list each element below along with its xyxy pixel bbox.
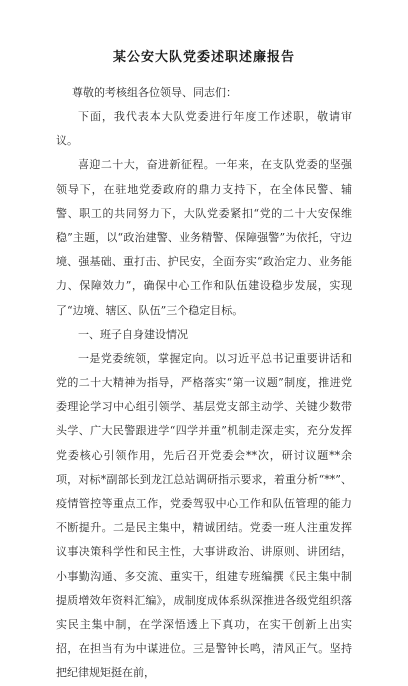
overview-paragraph: 喜迎二十大，奋进新征程。一年来，在支队党委的坚强领导下，在驻地党委政府的鼎力支持下，在全体民警、辅警、职工的共同努力下，大队党委紧扣“党的二十大安保维稳”主题，以“政治建警、业务精警、保障强警”为依托，守边境、强基础、重打击、护民安，全面夯实“政治定力、业务能力、保障效力”，确保中心工作和队伍建设稳步发展，实现了“边境、辖区、队伍”三个稳定目标。 xyxy=(56,158,352,317)
intro-paragraph: 下面，我代表本大队党委进行年度工作述职，敬请审议。 xyxy=(56,110,352,148)
team-building-paragraph: 一是党委统领，掌握定向。以习近平总书记重要讲话和党的二十大精神为指导，严格落实“第一议题”制度，推进党委理论学习中心组引领学、基层党支部主动学、关键少数带头学、广大民警跟进学“四学并重”机制走深走实，充分发挥党委核心引领作用，先后召开党委会**次，研讨议题**余项，对标*副部长到龙江总站调研指示要求，着重分析“**”、疫情管控等重点工作，党委驾驭中心工作和队伍管理的能力不断提升。二是民主集中，精诚团结。党委一班人注重发挥议事决策科学性和民主性，大事讲政治、讲原则、讲团结，小事勤沟通、多交流、重实干，组建专班编撰《民主集中制提质增效年资料汇编》，成制度成体系纵深推进各级党组织落实民主集中制，在学深悟透上下真功，在实干创新上出实招，在担当有为中谋进位。三是警钟长鸣，清风正气。坚持把纪律规矩挺在前， xyxy=(56,351,352,680)
section-heading: 一、班子自身建设情况 xyxy=(78,327,188,341)
document-title: 某公安大队党委述职述廉报告 xyxy=(112,50,295,65)
salutation: 尊敬的考核组各位领导、同志们： xyxy=(72,86,237,99)
